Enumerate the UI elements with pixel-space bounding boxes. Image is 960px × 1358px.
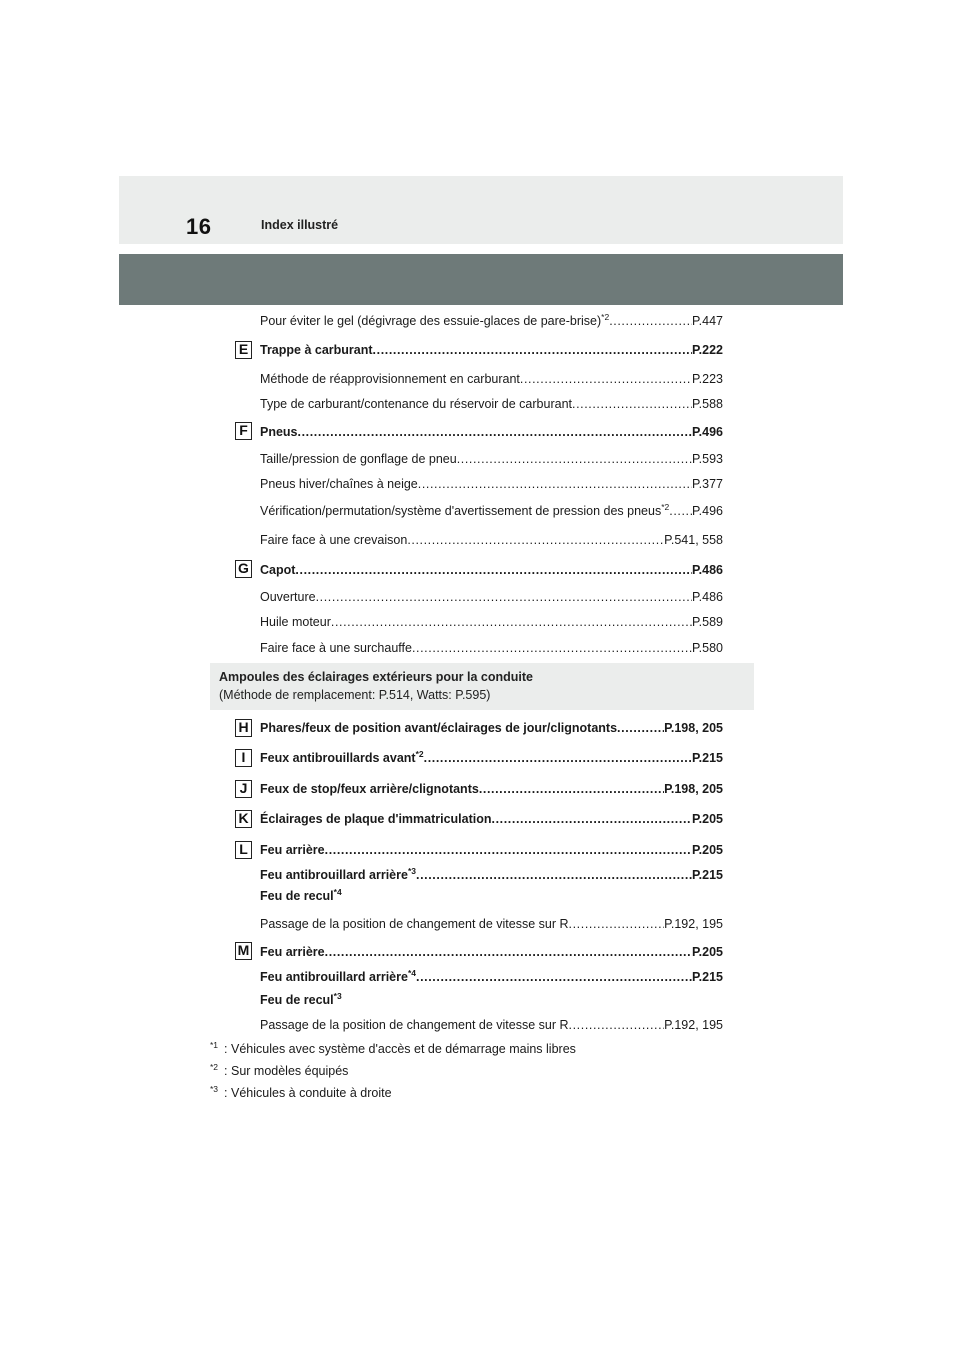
entry-label xyxy=(260,503,669,519)
entry-text: Faire face à une crevaison xyxy=(260,533,408,547)
page-number: 16 xyxy=(186,214,212,239)
index-entry xyxy=(260,916,723,932)
entry-label xyxy=(260,614,331,630)
page-reference: P.589 xyxy=(691,615,723,629)
letter-marker-m: M xyxy=(235,942,252,960)
page-reference: P.496 xyxy=(691,425,723,439)
entry-footnote-ref: *2 xyxy=(661,501,670,512)
entry-footnote-ref: *2 xyxy=(415,748,424,759)
letter-marker-h: H xyxy=(235,719,252,737)
dot-leader xyxy=(492,811,692,827)
entry-text: Pneus xyxy=(260,425,298,439)
entry-text: Pneus hiver/chaînes à neige xyxy=(260,477,418,491)
entry-label xyxy=(260,944,325,960)
entry-label xyxy=(260,720,617,736)
index-entry xyxy=(260,424,723,440)
page-reference: P.593 xyxy=(691,452,723,466)
dot-leader xyxy=(669,503,692,519)
index-entry xyxy=(260,313,723,329)
index-entry xyxy=(260,992,723,1008)
entry-text: Phares/feux de position avant/éclairages de jour/clignotants xyxy=(260,721,618,735)
index-entry xyxy=(260,867,723,883)
index-entry xyxy=(260,888,723,904)
page-reference: P.486 xyxy=(691,590,723,604)
dot-leader xyxy=(412,640,692,656)
entry-text: Trappe à carburant xyxy=(260,343,373,357)
header-band xyxy=(119,254,843,305)
page-reference: P.192, 195 xyxy=(664,1018,723,1032)
footnote-mark: *3 xyxy=(210,1084,219,1094)
entry-text: Feu antibrouillard arrière xyxy=(260,970,408,984)
page-reference: P.198, 205 xyxy=(664,782,723,796)
footnote-mark: *2 xyxy=(210,1062,219,1072)
dot-leader xyxy=(416,867,692,883)
entry-text: Ouverture xyxy=(260,590,316,604)
entry-label xyxy=(260,811,492,827)
page-reference: P.205 xyxy=(691,945,723,959)
entry-label xyxy=(260,562,295,578)
footnote-3 xyxy=(210,1084,392,1100)
entry-text: Passage de la position de changement de vitesse sur R xyxy=(260,1018,569,1032)
index-entry xyxy=(260,451,723,467)
letter-marker-j: J xyxy=(235,780,252,798)
index-entry xyxy=(260,811,723,827)
index-entry xyxy=(260,342,723,358)
entry-text: Feu de recul xyxy=(260,889,334,903)
entry-text: Feu antibrouillard arrière xyxy=(260,868,408,882)
dot-leader xyxy=(479,781,664,797)
entry-label xyxy=(260,342,373,358)
entry-footnote-ref: *4 xyxy=(407,967,417,978)
section-subtitle: (Méthode de remplacement: P.514, Watts: P.595) xyxy=(219,688,491,702)
entry-label xyxy=(260,842,325,858)
letter-marker-f: F xyxy=(235,422,252,440)
page-reference: P.377 xyxy=(691,477,723,491)
entry-text: Vérification/permutation/système d'avertissement de pression des pneus xyxy=(260,504,662,518)
page-reference: P.222 xyxy=(691,343,723,357)
page-reference: P.541, 558 xyxy=(664,533,723,547)
footnote-2 xyxy=(210,1062,348,1078)
entry-text: Huile moteur xyxy=(260,615,331,629)
page-reference: P.205 xyxy=(691,843,723,857)
entry-text: Feu arrière xyxy=(260,843,325,857)
entry-label xyxy=(260,532,407,548)
entry-text: Feux antibrouillards avant xyxy=(260,751,416,765)
entry-label xyxy=(260,424,298,440)
entry-text: Type de carburant/contenance du réservoir de carburant xyxy=(260,397,572,411)
letter-marker-l: L xyxy=(235,841,252,859)
entry-label xyxy=(260,371,520,387)
entry-label xyxy=(260,313,609,329)
entry-label xyxy=(260,476,418,492)
index-entry xyxy=(260,781,723,797)
dot-leader xyxy=(407,532,664,548)
entry-label xyxy=(260,888,342,904)
footnote-text: : Sur modèles équipés xyxy=(224,1064,349,1079)
page-reference: P.588 xyxy=(691,397,723,411)
entry-label xyxy=(260,969,416,985)
index-entry xyxy=(260,1017,723,1033)
dot-leader xyxy=(331,614,692,630)
index-entry xyxy=(260,720,723,736)
page-title: Index illustré xyxy=(261,218,339,232)
entry-label xyxy=(260,640,412,656)
entry-footnote-ref: *2 xyxy=(601,311,610,322)
entry-label xyxy=(260,916,569,932)
dot-leader xyxy=(569,916,665,932)
index-entry xyxy=(260,614,723,630)
dot-leader xyxy=(572,396,692,412)
page-reference: P.496 xyxy=(691,504,723,518)
entry-label xyxy=(260,589,316,605)
page-reference: P.215 xyxy=(691,751,723,765)
entry-label xyxy=(260,781,479,797)
entry-text: Faire face à une surchauffe xyxy=(260,641,412,655)
dot-leader xyxy=(316,589,692,605)
header-bar xyxy=(119,176,843,244)
footnote-text: : Véhicules avec système d'accès et de démarrage mains libres xyxy=(224,1042,576,1057)
dot-leader xyxy=(457,451,692,467)
entry-text: Éclairages de plaque d'immatriculation xyxy=(260,812,492,826)
footnote-mark: *1 xyxy=(210,1040,219,1050)
index-entry xyxy=(260,589,723,605)
entry-text: Feux de stop/feux arrière/clignotants xyxy=(260,782,479,796)
dot-leader xyxy=(325,842,692,858)
entry-label xyxy=(260,867,416,883)
dot-leader xyxy=(520,371,692,387)
page-reference: P.580 xyxy=(691,641,723,655)
dot-leader xyxy=(609,313,692,329)
entry-label xyxy=(260,750,424,766)
page-reference: P.215 xyxy=(691,970,723,984)
index-entry xyxy=(260,503,723,519)
letter-marker-g: G xyxy=(235,560,252,578)
page-reference: P.447 xyxy=(691,314,723,328)
entry-text: Pour éviter le gel (dégivrage des essuie-glaces de pare-brise) xyxy=(260,314,602,328)
index-entry xyxy=(260,842,723,858)
index-entry xyxy=(260,562,723,578)
footnote-text: : Véhicules à conduite à droite xyxy=(224,1086,392,1101)
page-reference: P.486 xyxy=(691,563,723,577)
entry-footnote-ref: *3 xyxy=(407,865,417,876)
dot-leader xyxy=(298,424,692,440)
entry-text: Passage de la position de changement de vitesse sur R xyxy=(260,917,569,931)
entry-label xyxy=(260,992,342,1008)
index-entry xyxy=(260,371,723,387)
section-title: Ampoules des éclairages extérieurs pour la conduite xyxy=(219,670,533,684)
letter-marker-i: I xyxy=(235,749,252,767)
entry-text: Feu de recul xyxy=(260,993,334,1007)
index-entry xyxy=(260,750,723,766)
dot-leader xyxy=(295,562,692,578)
entry-text: Taille/pression de gonflage de pneu xyxy=(260,452,457,466)
entry-footnote-ref: *4 xyxy=(333,886,342,897)
entry-footnote-ref: *3 xyxy=(333,990,342,1001)
index-entry xyxy=(260,969,723,985)
index-entry xyxy=(260,396,723,412)
page-reference: P.198, 205 xyxy=(664,721,723,735)
entry-label xyxy=(260,1017,569,1033)
index-entry xyxy=(260,640,723,656)
dot-leader xyxy=(373,342,692,358)
dot-leader xyxy=(325,944,692,960)
dot-leader xyxy=(424,750,692,766)
dot-leader xyxy=(418,476,692,492)
page-reference: P.223 xyxy=(691,372,723,386)
entry-text: Méthode de réapprovisionnement en carburant xyxy=(260,372,520,386)
entry-label xyxy=(260,396,572,412)
dot-leader xyxy=(617,720,664,736)
entry-text: Capot xyxy=(260,563,296,577)
entry-label xyxy=(260,451,457,467)
index-entry xyxy=(260,532,723,548)
dot-leader xyxy=(416,969,692,985)
letter-marker-e: E xyxy=(235,341,252,359)
page-reference: P.215 xyxy=(691,868,723,882)
page-reference: P.192, 195 xyxy=(664,917,723,931)
footnote-1 xyxy=(210,1040,576,1056)
dot-leader xyxy=(569,1017,665,1033)
index-entry xyxy=(260,476,723,492)
letter-marker-k: K xyxy=(235,810,252,828)
entry-text: Feu arrière xyxy=(260,945,325,959)
page-reference: P.205 xyxy=(691,812,723,826)
index-entry xyxy=(260,944,723,960)
